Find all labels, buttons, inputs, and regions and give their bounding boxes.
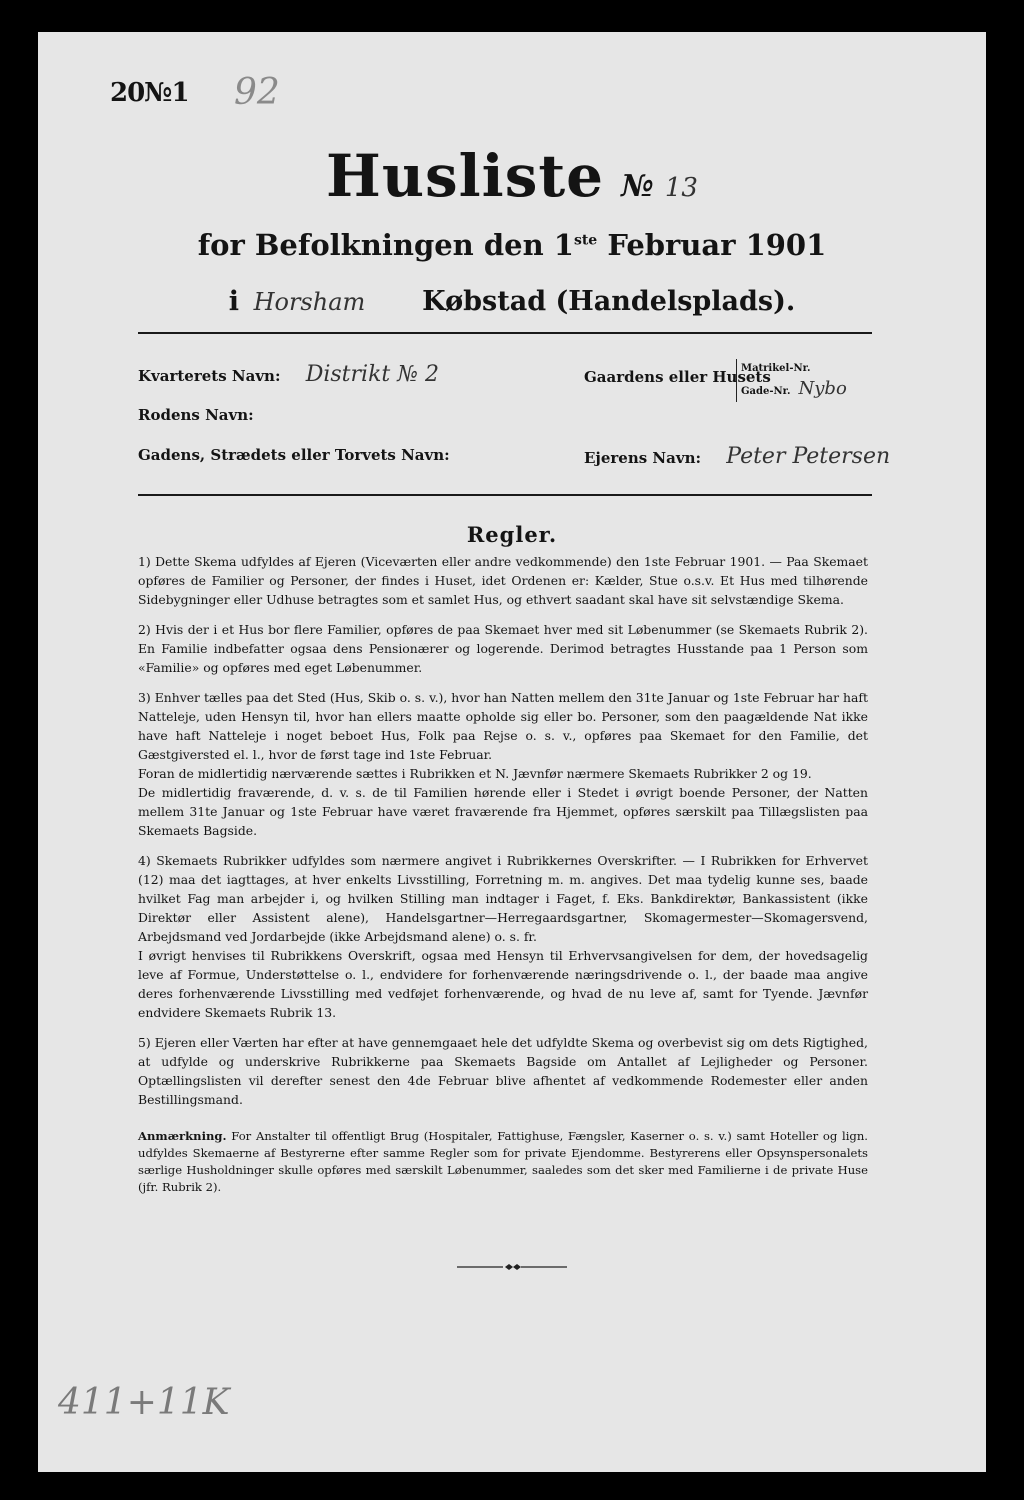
kvarter-value: Distrikt № 2 [305, 362, 440, 387]
rule-paragraph: De midlertidig fraværende, d. v. s. de til Familien hørende eller i Stedet i øvrigt boende Personer, der Natten mellem 31te Januar og 1ste Februar have været fraværende fra Hjemmet, opføres særskilt paa Tillægslisten paa Skemaets Bagside. [138, 785, 868, 838]
rule-paragraph: 1) Dette Skema udfyldes af Ejeren (Viceværten eller andre vedkommende) den 1ste Februar 1901. — Paa Skemaet opføres de Familier og Personer, der findes i Huset, idet Ordenen er: Kælder, Stue o.s.v. Et Hus med tilhørende Sidebygninger eller Udhuse betragtes som et samlet Hus, og ethvert saadant skal have sit selvstændige Skema. [138, 554, 868, 607]
house-number-handwritten: 13 [664, 173, 698, 203]
pencil-note-top: 92 [234, 72, 280, 113]
rules-heading: Regler. [466, 522, 558, 547]
matrikel-label: Matrikel-Nr. [741, 363, 811, 374]
gaard-number-labels [736, 359, 847, 402]
gaard-label: Gaardens eller Husets [584, 368, 771, 386]
title-row [38, 142, 986, 210]
rule-paragraph: I øvrigt henvises til Rubrikkens Overskrift, ogsaa med Hensyn til Erhvervsangivelsen for dem, der hovedsagelig leve af Formue, Understøttelse o. l., endvidere for forhenværende næringsdrivende o. l., der baade maa angive deres forhenværende Livsstilling med vedføjet forhenværende, og hvad de nu leve af, samt for Tyende. Jævnfør endvidere Skemaets Rubrik 13. [138, 948, 868, 1020]
footnote-text: For Anstalter til offentligt Brug (Hospitaler, Fattighuse, Fængsler, Kaserner o. s. v.) samt Hoteller og lign. udfyldes Skemaerne af Bestyrerne efter samme Regler som for private Ejendomme. Bestyrerens eller Opsynspersonalets særlige Husholdninger skulle opføres med særskilt Løbenummer, saaledes som det sker med Familierne i de private Huse (jfr. Rubrik 2). [138, 1129, 868, 1194]
rule-paragraph: 3) Enhver tælles paa det Sted (Hus, Skib o. s. v.), hvor han Natten mellem den 31te Januar og 1ste Februar har haft Natteleje, uden Hensyn til, hvor han ellers maatte opholde sig eller bo. Personer, som den paagældende Nat ikke have haft Natteleje i noget beboet Hus, Folk paa Rejse o. s. v., opføres paa Skemaet for den Familie, det Gæstgiversted el. l., hvor de først tage ind 1ste Februar. [138, 690, 868, 762]
ornament-divider-icon [38, 1257, 986, 1276]
subtitle-post: Februar 1901 [597, 228, 827, 262]
footnote [138, 1128, 868, 1196]
subtitle [38, 228, 986, 262]
rule-paragraph: 4) Skemaets Rubrikker udfyldes som nærmere angivet i Rubrikkernes Overskrifter. — I Rubrikken for Erhvervet (12) maa det iagttages, at hver enkelts Livsstilling, Forretning m. m. angives. Det maa tydelig kunne ses, baade hvilket Fag man arbejder i, og hvilken Stilling man indtager i Faget, f. Eks. Bankdirektør, Bankassistent (ikke Direktør eller Assistent alene), Handelsgartner—Herregaardsgartner, Skomagermester—Skomagersvend, Arbejdsmand ved Jordarbejde (ikke Arbejdsmand alene) o. s. fr. [138, 853, 868, 944]
page-title: Husliste [326, 142, 605, 210]
place-handwritten: Horsham [253, 288, 366, 316]
ejer-field [584, 444, 890, 469]
number-label: № [621, 169, 654, 204]
divider-top [138, 332, 872, 334]
place-type: Købstad (Handelsplads). [422, 286, 796, 317]
ejer-value: Peter Petersen [726, 444, 891, 469]
divider-middle [138, 494, 872, 496]
gade-label: Gadens, Strædets eller Torvets Navn: [138, 446, 450, 464]
census-form-page [38, 32, 986, 1472]
subtitle-sup: ste [573, 232, 598, 249]
gade-nr-label: Gade-Nr. [741, 386, 791, 397]
rule-paragraph: 2) Hvis der i et Hus bor flere Familier, opføres de paa Skemaet hver med sit Løbenummer (se Skemaets Rubrik 2). En Familie indbefatter ogsaa dens Pensionærer og logerende. Derimod betragtes Husstande paa 1 Person som «Familie» og opføres med eget Løbenummer. [138, 622, 868, 675]
place-prefix: i [228, 286, 239, 317]
rule-paragraph: Foran de midlertidig nærværende sættes i Rubrikken et N. Jævnfør nærmere Skemaets Rubrikker 2 og 19. [138, 766, 812, 781]
ejer-label: Ejerens Navn: [584, 449, 702, 467]
footnote-label: Anmærkning. [138, 1129, 227, 1143]
place-row [38, 286, 986, 317]
rules-text [138, 552, 868, 1120]
pencil-note-bottom: 411+11K [58, 1382, 230, 1423]
rode-label: Rodens Navn: [138, 406, 254, 424]
gade-nr-value: Nybo [798, 378, 847, 399]
form-number: 20№1 [110, 78, 189, 108]
kvarter-field [138, 362, 439, 387]
rule-paragraph: 5) Ejeren eller Værten har efter at have gennemgaaet hele det udfyldte Skema og overbevist sig om dets Rigtighed, at udfylde og underskrive Rubrikkerne paa Skemaets Bagside om Antallet af Lejligheder og Personer. Optællingslisten vil derefter senest den 4de Februar blive afhentet af vedkommende Rodemester eller anden Bestillingsmand. [138, 1035, 868, 1107]
kvarter-label: Kvarterets Navn: [138, 367, 281, 385]
subtitle-pre: for Befolkningen den 1 [197, 228, 574, 262]
